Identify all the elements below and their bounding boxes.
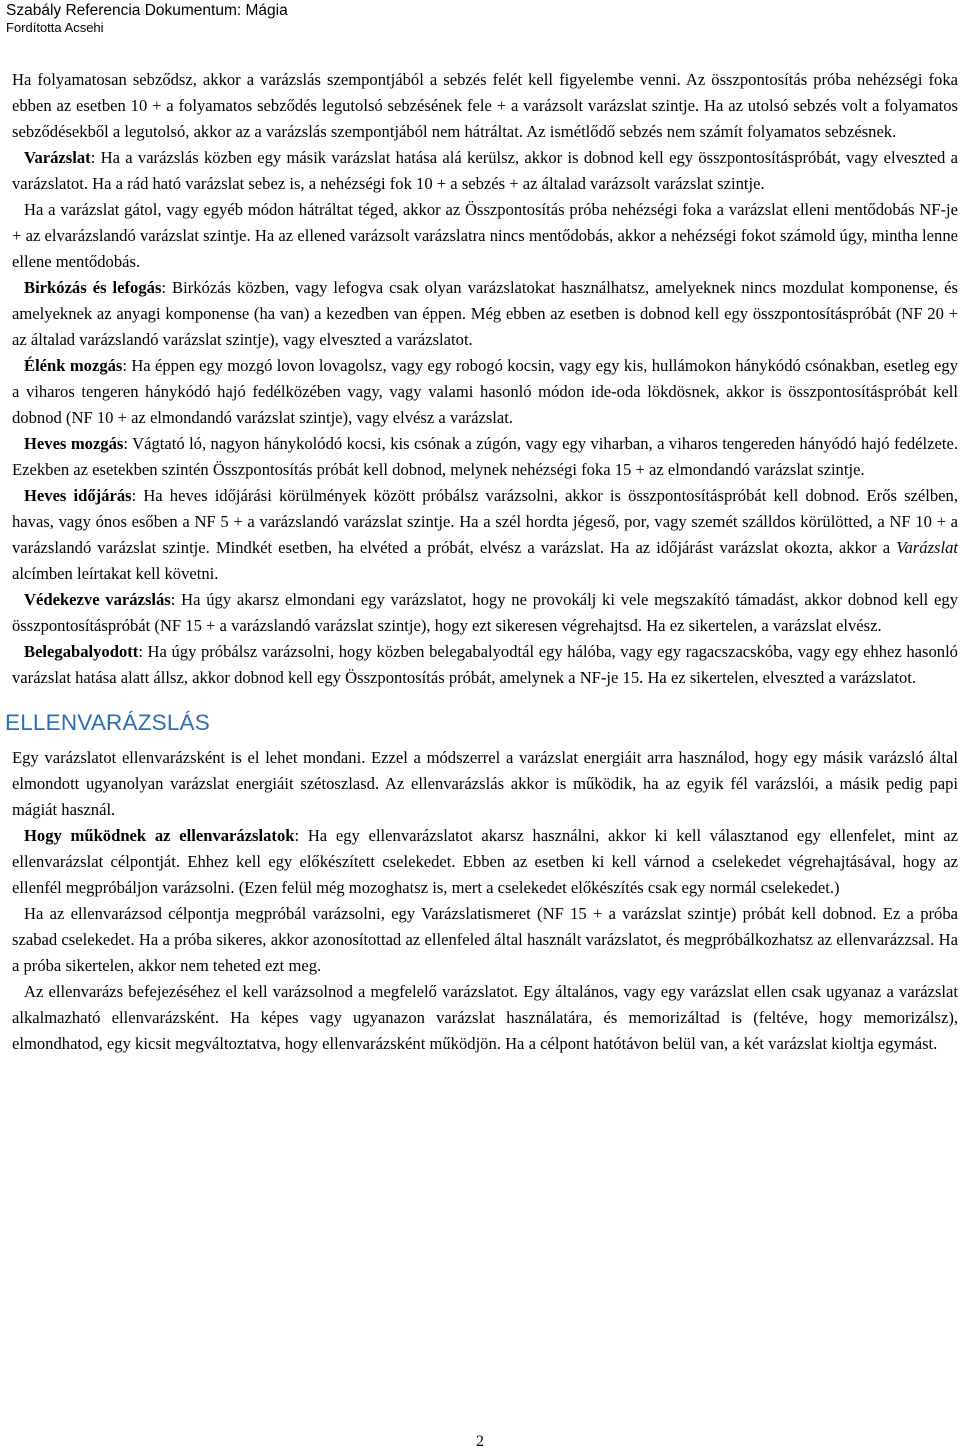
italic-reference: Varázslat: [896, 538, 958, 557]
paragraph-birkozas: [12, 275, 958, 353]
paragraph-text: Egy varázslatot ellenvarázsként is el lehet mondani. Ezzel a módszerrel a varázslat energiáit arra használod, hogy egy másik varázsló által elmondott ugyanolyan varázslat energiáit szétoszlasd. Az ellenvarázslás akkor is működik, ha az egyik fél varázslói, a másik pedig papi mágiát használ.: [12, 748, 958, 819]
paragraph-befejezes: [12, 979, 958, 1057]
rule-term: Heves mozgás: [24, 434, 124, 453]
document-title: Szabály Referencia Dokumentum: Mágia: [6, 2, 288, 19]
rule-term: Hogy működnek az ellenvarázslatok: [24, 826, 295, 845]
paragraph-text: Ha folyamatosan sebződsz, akkor a varázslás szempontjából a sebzés felét kell figyelembe venni. Az összpontosítás próba nehézségi foka ebben az esetben 10 + a folyamatos sebződés legutolsó sebzésének fele + a varázsolt varázslat szintje. Ha az utolsó sebzés volt a folyamatos sebződésekből a legutolsó, akkor az a varázslás szempontjából nem hátráltat. Az ismétlődő sebzés nem számít folyamatos sebzésnek.: [12, 70, 958, 141]
paragraph-belegabalyodott: [12, 639, 958, 691]
page-number: 2: [476, 1433, 484, 1450]
term-separator: :: [161, 278, 173, 297]
paragraph-varazslat: [12, 145, 958, 197]
term-separator: :: [131, 486, 144, 505]
paragraph-ellenvarazs-intro: [12, 745, 958, 823]
paragraph-text: Ha úgy próbálsz varázsolni, hogy közben belegabalyodtál egy hálóba, vagy egy ragacszacskóba, vagy egy ehhez hasonló varázslat hatása alatt állsz, akkor dobnod kell egy Összpontosítás próbát, amelynek a NF-je 15. Ha ez sikertelen, elveszted a varázslatot.: [12, 642, 958, 687]
paragraph-text: Ha az ellenvarázsod célpontja megpróbál varázsolni, egy Varázslatismeret (NF 15 + a varázslat szintje) próbát kell dobnod. Ez a próba szabad cselekedet. Ha a próba sikeres, akkor azonosítottad az ellenfeled által használt varázslatot, és megpróbálkozhatsz az ellenvarázzsal. Ha a próba sikertelen, akkor nem teheted ezt meg.: [12, 904, 958, 975]
paragraph-text: Ha a varázslat gátol, vagy egyéb módon hátráltat téged, akkor az Összpontosítás próba nehézségi foka a varázslat elleni mentődobás NF-je + az elvarázslandó varázslat szintje. Ha az ellened varázsolt varázslatra nincs mentődobás, akkor a nehézségi fokot számold úgy, mintha lenne ellene mentődobás.: [12, 200, 958, 271]
paragraph-celpont: [12, 901, 958, 979]
paragraph-gatol: [12, 197, 958, 275]
rule-term: Védekezve varázslás: [24, 590, 171, 609]
term-separator: :: [122, 356, 132, 375]
paragraph-text-after: alcímben leírtakat kell követni.: [12, 564, 219, 583]
rule-term: Varázslat: [24, 148, 91, 167]
section-heading: ELLENVARÁZSLÁS: [5, 710, 210, 735]
paragraph-text: Ha egy ellenvarázslatot akarsz használni, akkor ki kell választanod egy ellenfelet, mint az ellenvarázslat célpontját. Ehhez kell egy előkészített cselekedet. Ebben az esetben ki kell várnod a cselekedet végrehajtásával, hogy az ellenfél megpróbáljon varázsolni. (Ezen felül még mozoghatsz is, mert a cselekedet előkészítés csak egy normál cselekedet.): [12, 826, 959, 897]
rule-term: Heves időjárás: [24, 486, 132, 505]
paragraph-text: Ha úgy akarsz elmondani egy varázslatot, hogy ne provokálj ki vele megszakító támadást, akkor dobnod kell egy összpontosításpróbát (NF 15 + a varázslandó varázslat szintje), hogy ezt sikeresen végrehajtsd. Ha ez sikertelen, a varázslat elvész.: [12, 590, 958, 635]
paragraph-vedekezve: [12, 587, 958, 639]
term-separator: :: [123, 434, 133, 453]
paragraph-text: Az ellenvarázs befejezéséhez el kell varázsolnod a megfelelő varázslatot. Egy általános, vagy egy varázslat ellen csak ugyanaz a varázslat alkalmazható ellenvarázsként. Ha képes vagy ugyanazon varázslat használatára, és memorizáltad is (feltéve, hogy memorizálsz), elmondhatod, egy kicsit megváltoztatva, hogy ellenvarázsként működjön. Ha a célpont hatótávon belül van, a két varázslat kioltja egymást.: [12, 982, 958, 1053]
page-header: [6, 0, 288, 36]
paragraph-text: Birkózás közben, vagy lefogva csak olyan varázslatokat használhatsz, amelyeknek nincs mozdulat komponense, és amelyeknek az anyagi komponense (ha van) a kezedben van éppen. Még ebben az esetben is dobnod kell egy összpontosításpróbát (NF 20 + az általad varázslandó varázslat szintje), vagy elveszted a varázslatot.: [12, 278, 958, 349]
paragraph-folyamatos-sebzodes: [12, 67, 958, 145]
paragraph-heves-idojaras: [12, 483, 958, 587]
term-separator: :: [90, 148, 101, 167]
translator-credit: Fordította Acsehi: [6, 20, 104, 35]
term-separator: :: [138, 642, 148, 661]
paragraph-text: Ha heves időjárási körülmények között próbálsz varázsolni, akkor is összpontosításpróbát kell dobnod. Erős szélben, havas, vagy ónos esőben a NF 5 + a varázslandó varázslat szintje. Ha a szél hordta jégeső, por, vagy szemét szálldos körülötted, a NF 10 + a varázslandó varázslat szintje. Mindkét esetben, ha elvéted a próbát, elvész a varázslat. Ha az időjárást varázslat okozta, akkor a: [12, 486, 958, 557]
rule-term: Birkózás és lefogás: [24, 278, 162, 297]
term-separator: :: [170, 590, 182, 609]
rule-term: Élénk mozgás: [24, 356, 123, 375]
term-separator: :: [294, 826, 308, 845]
paragraph-text: Ha a varázslás közben egy másik varázslat hatása alá kerülsz, akkor is dobnod kell egy összpontosításpróbát, vagy elveszted a varázslatot. Ha a rád ható varázslat sebez is, a nehézségi fok 10 + a sebzés + az általad varázsolt varázslat szintje.: [12, 148, 958, 193]
paragraph-hogy-mukodnek: [12, 823, 958, 901]
paragraph-text: Vágtató ló, nagyon hánykolódó kocsi, kis csónak a zúgón, vagy egy viharban, a viharos tengereden hányódó hajó fedélzete. Ezekben az esetekben szintén Összpontosítás próbát kell dobnod, melynek nehézségi foka 15 + az elmondandó varázslat szintje.: [12, 434, 959, 479]
rule-term: Belegabalyodott: [24, 642, 139, 661]
paragraph-heves-mozgas: [12, 431, 958, 483]
document-body: [5, 67, 959, 1057]
paragraph-text: Ha éppen egy mozgó lovon lovagolsz, vagy egy robogó kocsin, vagy egy kis, hullámokon hánykódó csónakban, esetleg egy a viharos tengeren hánykódó hajó fedélközében vagy, vagy valami hasonló módon ide-oda lökdösnek, akkor is összpontosításpróbát kell dobnod (NF 10 + az elmondandó varázslat szintje), vagy elvész a varázslat.: [12, 356, 959, 427]
paragraph-elenk-mozgas: [12, 353, 958, 431]
